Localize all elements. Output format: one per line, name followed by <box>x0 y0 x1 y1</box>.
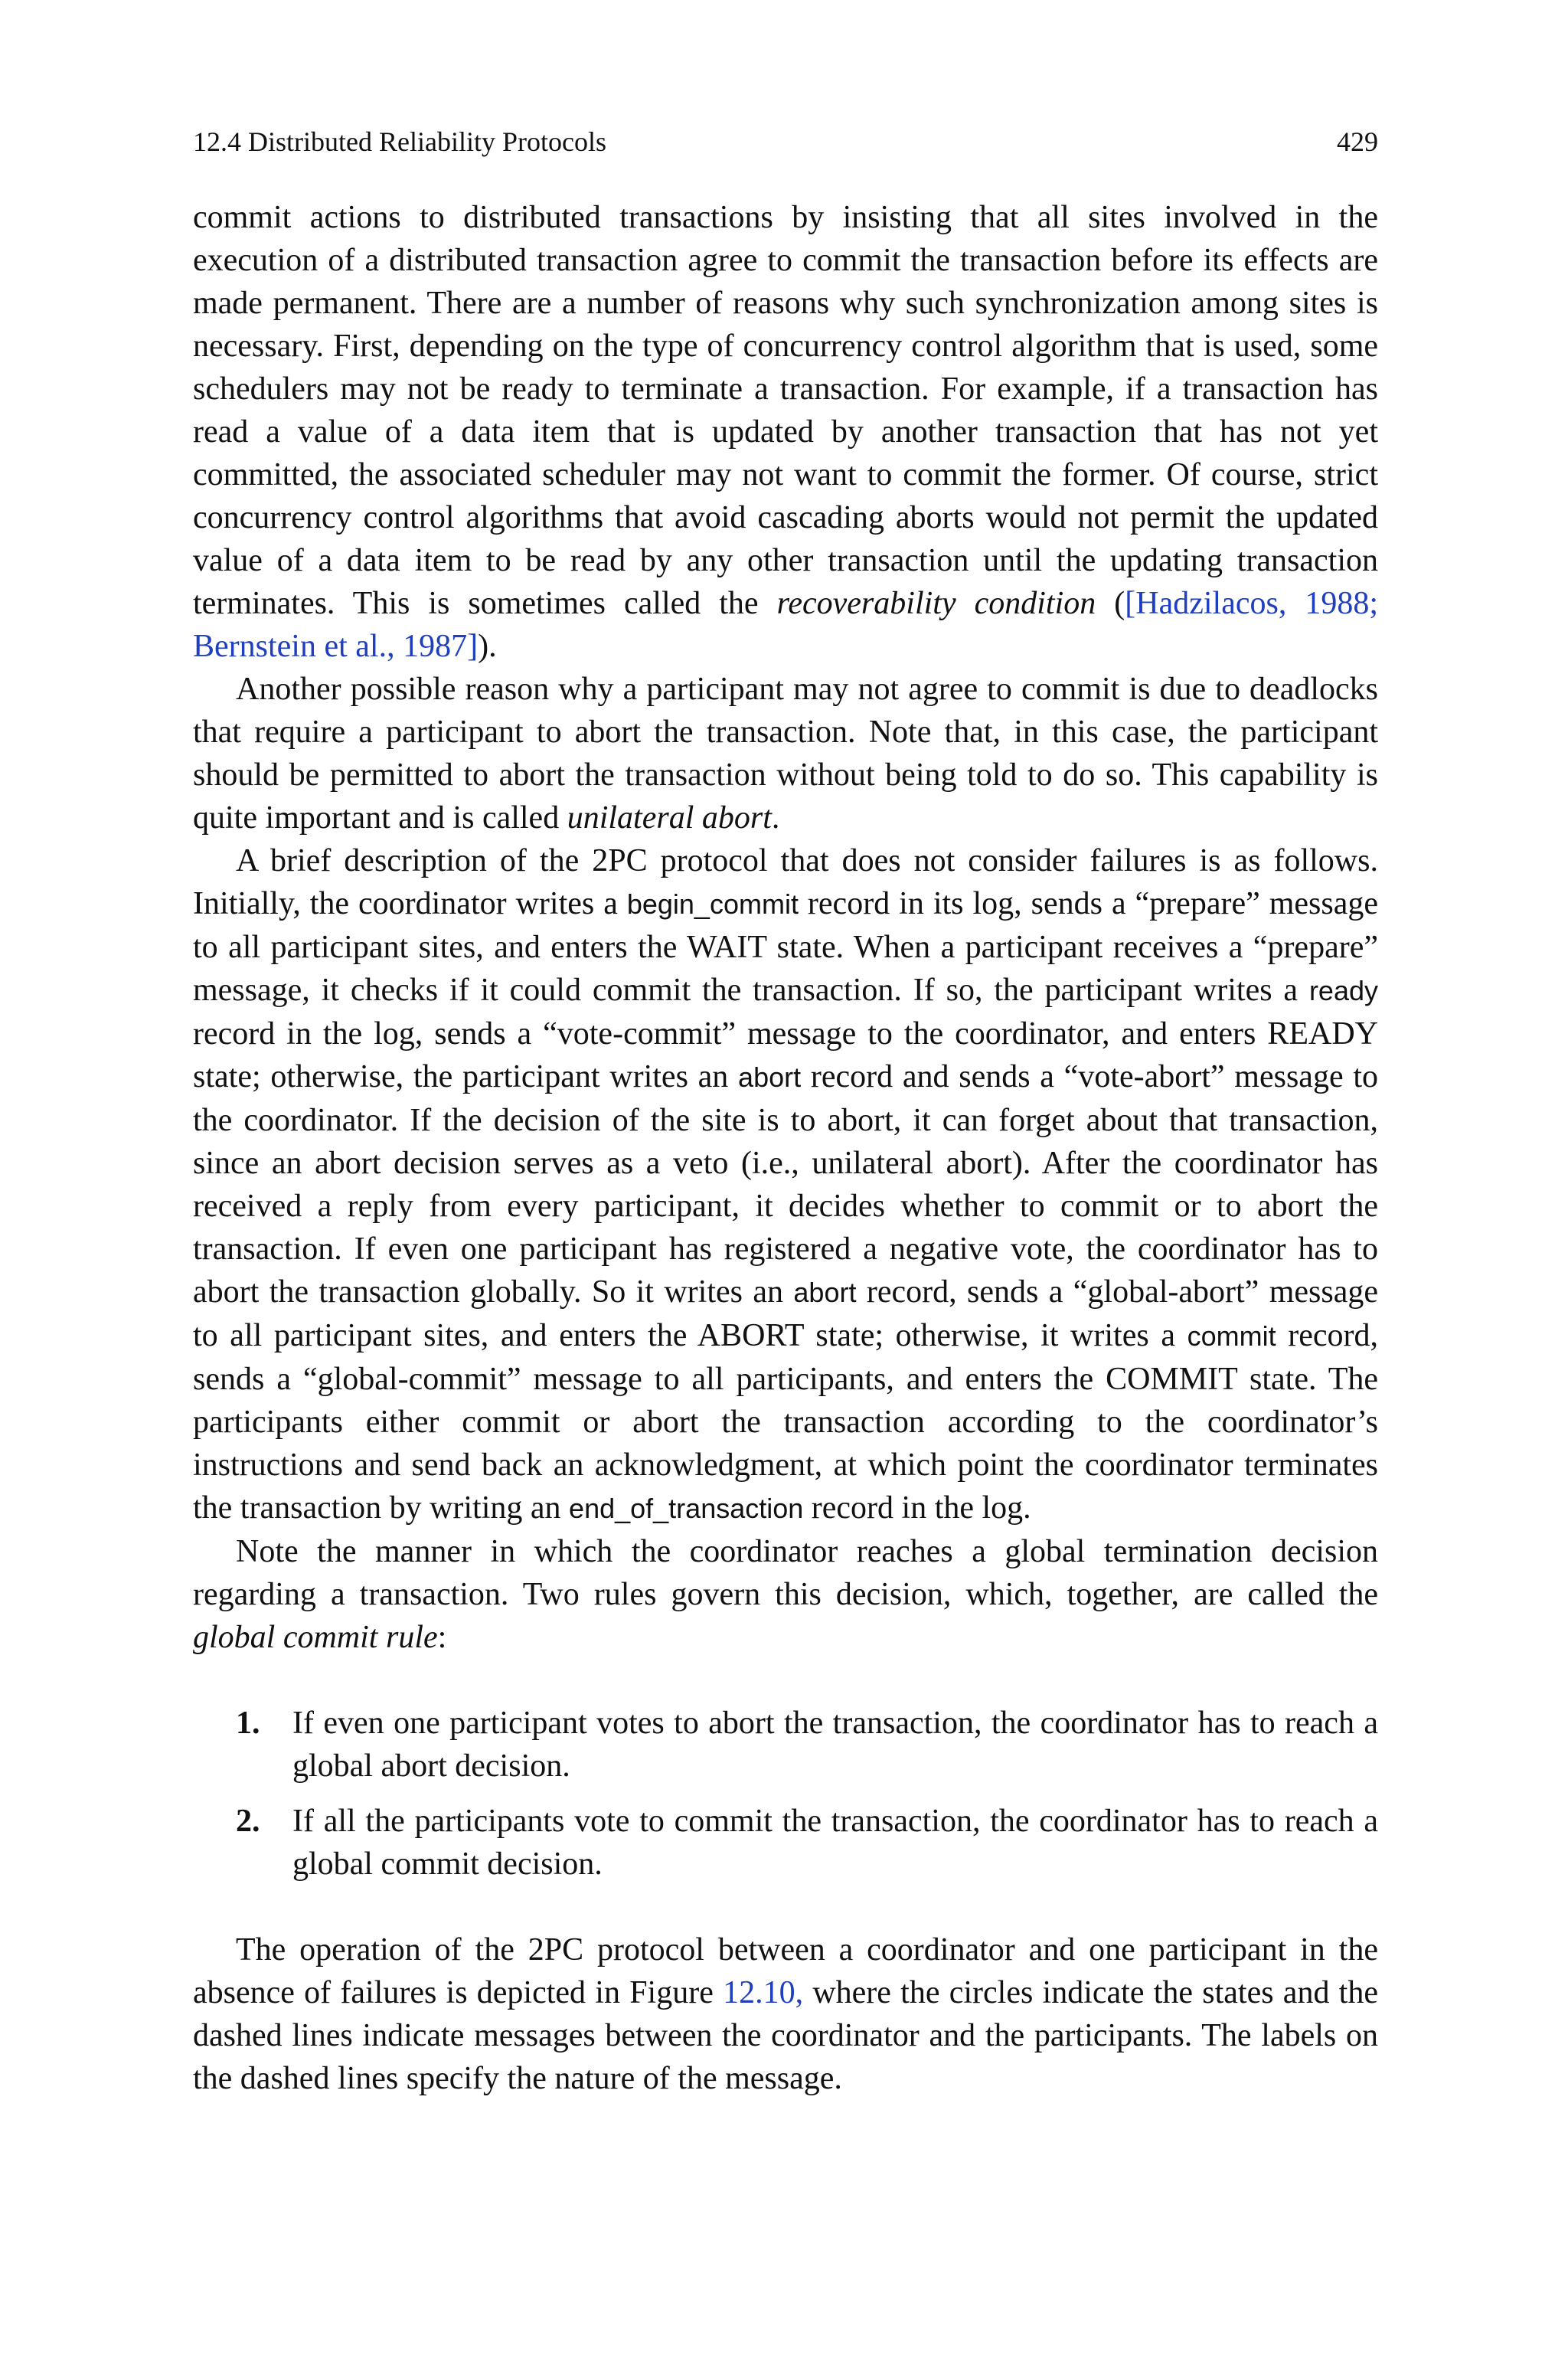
list-item-text: If even one participant votes to abort the transaction, the coordinator has to reach a global abort decision. <box>292 1706 1378 1784</box>
paren-open: ( <box>1096 586 1125 621</box>
running-header <box>193 123 1378 161</box>
list-item-number: 1. <box>236 1706 260 1741</box>
term-unilateral-abort: unilateral abort <box>567 800 772 836</box>
paragraph-1 <box>193 196 1378 668</box>
paragraph-3-s6: record, sends a “global-commit” message to all participants, and enters the COMMIT state. The participants either commit or abort the transaction according to the coordinator’s instructions and send back an acknowledgment, at which point the coordinator terminates the transaction by writing an <box>193 1318 1378 1526</box>
section-title: 12.4 Distributed Reliability Protocols <box>193 126 606 157</box>
paragraph-5 <box>193 1928 1378 2100</box>
paragraph-3-s7: record in the log. <box>803 1490 1031 1526</box>
paragraph-4 <box>193 1530 1378 1659</box>
paragraph-3-s5: record, sends a “global-abort” message to all participant sites, and enters the ABORT state; otherwise, it writes a <box>193 1274 1378 1353</box>
citation-link[interactable]: [Hadzilacos, 1988; Bernstein et al., 1987] <box>193 586 1378 664</box>
list-item-number: 2. <box>236 1804 260 1839</box>
term-global-commit-rule: global commit rule <box>193 1620 438 1655</box>
term-recoverability-condition: recoverability condition <box>776 586 1096 621</box>
record-end-of-transaction: end_of_transaction <box>569 1493 804 1524</box>
figure-reference-link[interactable]: 12.10, <box>723 1975 804 2010</box>
paragraph-2-text: Another possible reason why a participant may not agree to commit is due to deadlocks that require a participant to abort the transaction. Note that, in this case, the participant should be permitted to abort the transaction without being told to do so. This capability is quite important and is called <box>193 672 1378 836</box>
paragraph-3-s4: record and sends a “vote-abort” message to the coordinator. If the decision of the site is to abort, it can forget about that transaction, since an abort decision serves as a veto (i.e., unilateral abort). After the coordinator has received a reply from every participant, it decides whether to commit or to abort the transaction. If even one participant has registered a negative vote, the coordinator has to abort the transaction globally. So it writes an <box>193 1059 1378 1310</box>
paragraph-5-text: The operation of the 2PC protocol between a coordinator and one participant in the absence of failures is depicted in Figure <box>193 1932 1378 2010</box>
paragraph-4-end: : <box>437 1620 447 1655</box>
record-ready: ready <box>1308 975 1378 1006</box>
page-number: 429 <box>1337 126 1378 157</box>
paragraph-4-text: Note the manner in which the coordinator reaches a global termination decision regarding a transaction. Two rules govern this decision, which, together, are called the <box>193 1534 1378 1612</box>
list-item <box>193 1800 1378 1886</box>
paragraph-1-text: commit actions to distributed transactions by insisting that all sites involved in the execution of a distributed transaction agree to commit the transaction before its effects are made permanent. There are a number of reasons why such synchronization among sites is necessary. First, depending on the type of concurrency control algorithm that is used, some schedulers may not be ready to terminate a transaction. For example, if a transaction has read a value of a data item that is updated by another transaction that has not yet committed, the associated scheduler may not want to commit the former. Of course, strict concurrency control algorithms that avoid cascading aborts would not permit the updated value of a data item to be read by any other transaction until the updating transaction terminates. This is sometimes called the <box>193 200 1378 621</box>
record-abort: abort <box>793 1277 857 1308</box>
record-begin-commit: begin_commit <box>626 888 799 920</box>
paragraph-2-end: . <box>771 800 780 836</box>
paragraph-3-s1: A brief description of the 2PC protocol that does not consider failures is as follows. Initially, the coordinator writes a <box>193 843 1378 921</box>
paragraph-3-s2: record in its log, sends a “prepare” message to all participant sites, and enters the WAIT state. When a participant receives a “prepare” message, it checks if it could commit the transaction. If so, the participant writes a <box>193 886 1379 1008</box>
list-item-text: If all the participants vote to commit the transaction, the coordinator has to reach a global commit decision. <box>292 1804 1378 1882</box>
record-abort: abort <box>738 1061 802 1093</box>
paren-close: ). <box>478 629 497 664</box>
paragraph-5-rest: where the circles indicate the states and the dashed lines indicate messages between the coordinator and the participants. The labels on the dashed lines specify the nature of the message. <box>193 1975 1378 2096</box>
list-item <box>193 1702 1378 1788</box>
paragraph-3-s3: record in the log, sends a “vote-commit” message to the coordinator, and enters READY state; otherwise, the participant writes an <box>193 1016 1378 1094</box>
paragraph-3 <box>193 839 1378 1530</box>
global-commit-rules-list <box>193 1702 1378 1886</box>
body-text <box>193 196 1378 2100</box>
paragraph-2 <box>193 668 1378 839</box>
record-commit: commit <box>1187 1320 1276 1352</box>
